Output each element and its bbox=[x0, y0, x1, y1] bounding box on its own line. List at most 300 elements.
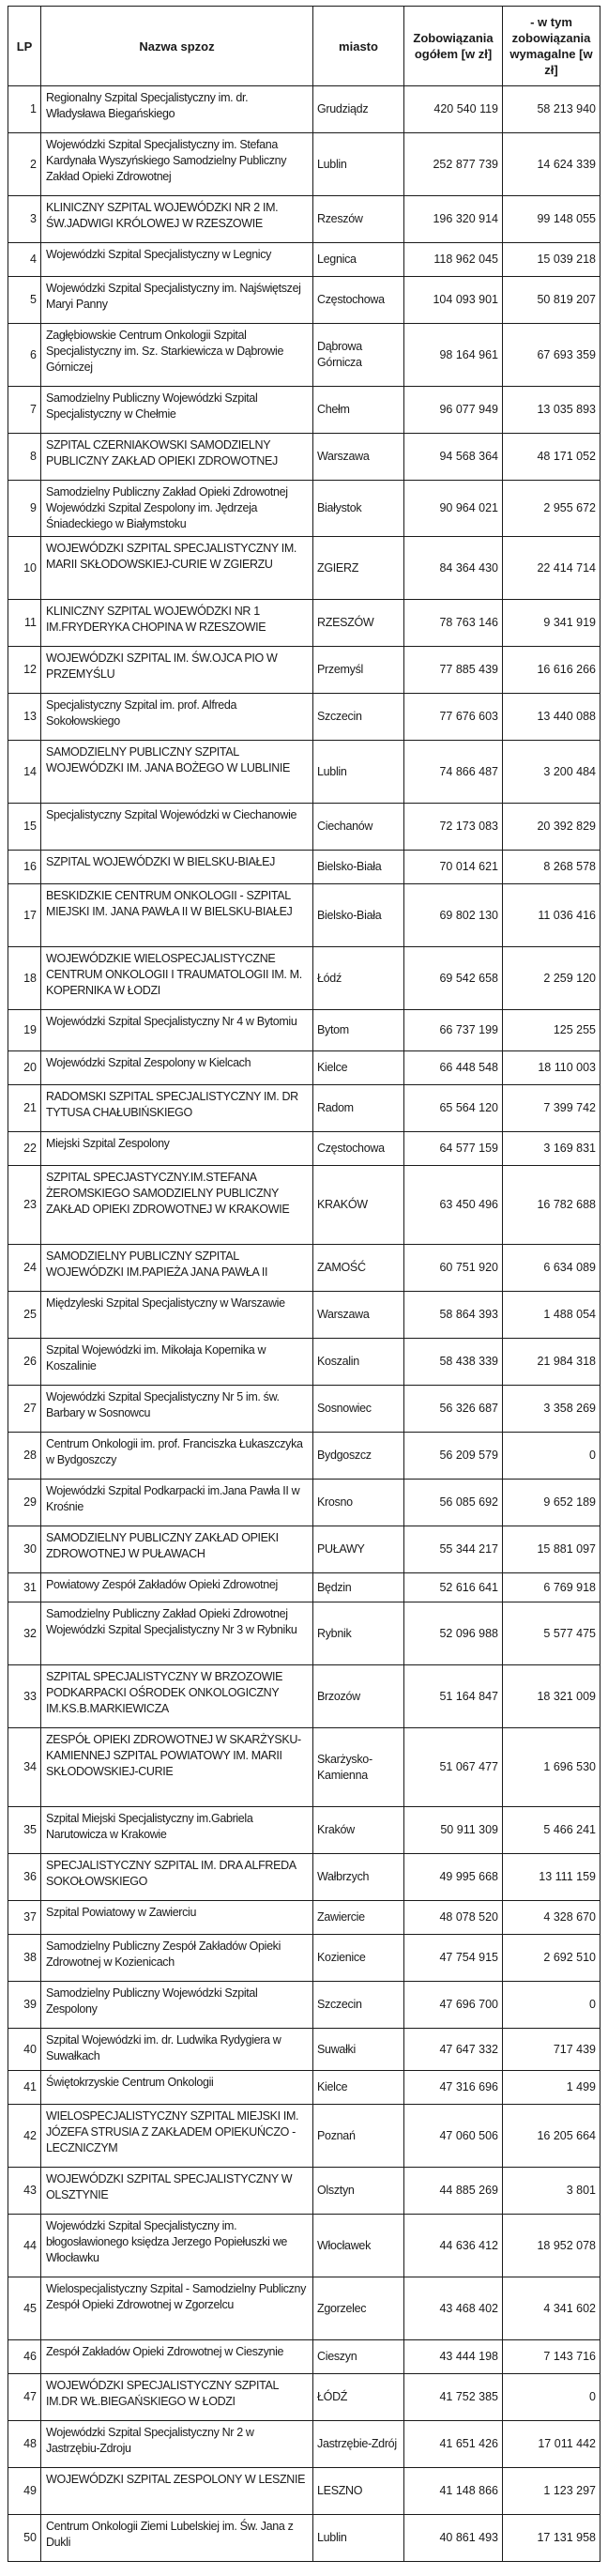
row-total-liabilities: 94 568 364 bbox=[404, 434, 503, 481]
row-hospital-name: Szpital Miejski Specjalistyczny im.Gabriela Narutowicza w Krakowie bbox=[41, 1807, 313, 1854]
row-city: Przemyśl bbox=[313, 647, 404, 694]
row-lp: 11 bbox=[8, 600, 41, 647]
row-city: Szczecin bbox=[313, 694, 404, 741]
row-city: Krosno bbox=[313, 1480, 404, 1526]
table-row bbox=[8, 2029, 600, 2071]
row-due-liabilities: 18 321 009 bbox=[503, 1665, 600, 1728]
row-due-liabilities: 9 341 919 bbox=[503, 600, 600, 647]
row-total-liabilities: 48 078 520 bbox=[404, 1901, 503, 1935]
row-due-liabilities: 8 268 578 bbox=[503, 851, 600, 884]
row-city: Częstochowa bbox=[313, 1132, 404, 1166]
row-due-liabilities: 67 693 359 bbox=[503, 324, 600, 387]
row-lp: 2 bbox=[8, 133, 41, 196]
row-city: Suwałki bbox=[313, 2029, 404, 2071]
row-due-liabilities: 3 200 484 bbox=[503, 741, 600, 804]
table-row bbox=[8, 1166, 600, 1245]
row-due-liabilities: 0 bbox=[503, 2374, 600, 2421]
row-lp: 20 bbox=[8, 1051, 41, 1085]
row-lp: 1 bbox=[8, 86, 41, 133]
row-total-liabilities: 56 085 692 bbox=[404, 1480, 503, 1526]
row-due-liabilities: 5 577 475 bbox=[503, 1602, 600, 1665]
row-total-liabilities: 64 577 159 bbox=[404, 1132, 503, 1166]
table-row bbox=[8, 1245, 600, 1292]
row-total-liabilities: 104 093 901 bbox=[404, 277, 503, 324]
table-row bbox=[8, 1728, 600, 1807]
table-row bbox=[8, 1051, 600, 1085]
row-lp: 5 bbox=[8, 277, 41, 324]
row-total-liabilities: 84 364 430 bbox=[404, 537, 503, 600]
row-lp: 45 bbox=[8, 2277, 41, 2340]
row-due-liabilities: 16 205 664 bbox=[503, 2105, 600, 2168]
row-city: Kraków bbox=[313, 1807, 404, 1854]
table-row bbox=[8, 387, 600, 434]
row-hospital-name: Szpital Wojewódzki im. Mikołaja Kopernika w Koszalinie bbox=[41, 1339, 313, 1386]
row-lp: 22 bbox=[8, 1132, 41, 1166]
row-city: Zgorzelec bbox=[313, 2277, 404, 2340]
row-hospital-name: Samodzielny Publiczny Zakład Opieki Zdrowotnej Wojewódzki Szpital Zespolony im. Jędrzeja Śniadeckiego w Białymstoku bbox=[41, 481, 313, 537]
row-hospital-name: SAMODZIELNY PUBLICZNY SZPITAL WOJEWÓDZKI IM. JANA BOŻEGO W LUBLINIE bbox=[41, 741, 313, 804]
row-total-liabilities: 43 444 198 bbox=[404, 2340, 503, 2374]
table-row bbox=[8, 1010, 600, 1051]
table-row bbox=[8, 2071, 600, 2105]
row-hospital-name: Szpital Powiatowy w Zawierciu bbox=[41, 1901, 313, 1935]
row-due-liabilities: 13 111 159 bbox=[503, 1854, 600, 1901]
row-hospital-name: Wojewódzki Szpital Specjalistyczny im. błogosławionego księdza Jerzego Popiełuszki we Włocławku bbox=[41, 2215, 313, 2277]
row-total-liabilities: 70 014 621 bbox=[404, 851, 503, 884]
table-row bbox=[8, 741, 600, 804]
table-row bbox=[8, 1132, 600, 1166]
row-total-liabilities: 47 060 506 bbox=[404, 2105, 503, 2168]
row-due-liabilities: 125 255 bbox=[503, 1010, 600, 1051]
row-lp: 3 bbox=[8, 196, 41, 243]
row-due-liabilities: 11 036 416 bbox=[503, 884, 600, 947]
row-total-liabilities: 43 468 402 bbox=[404, 2277, 503, 2340]
table-row bbox=[8, 1901, 600, 1935]
table-row bbox=[8, 1935, 600, 1982]
row-city: Wałbrzych bbox=[313, 1854, 404, 1901]
row-total-liabilities: 55 344 217 bbox=[404, 1526, 503, 1573]
row-due-liabilities: 3 801 bbox=[503, 2168, 600, 2215]
row-hospital-name: WOJEWÓDZKI SZPITAL SPECJALISTYCZNY W OLSZTYNIE bbox=[41, 2168, 313, 2215]
row-lp: 48 bbox=[8, 2421, 41, 2468]
row-total-liabilities: 63 450 496 bbox=[404, 1166, 503, 1245]
row-city: Koszalin bbox=[313, 1339, 404, 1386]
header-due-liabilities: - w tym zobowiązania wymagalne [w zł] bbox=[503, 7, 600, 86]
row-hospital-name: SAMODZIELNY PUBLICZNY ZAKŁAD OPIEKI ZDROWOTNEJ W PUŁAWACH bbox=[41, 1526, 313, 1573]
row-total-liabilities: 69 802 130 bbox=[404, 884, 503, 947]
row-city: Włocławek bbox=[313, 2215, 404, 2277]
row-due-liabilities: 99 148 055 bbox=[503, 196, 600, 243]
row-total-liabilities: 56 209 579 bbox=[404, 1433, 503, 1480]
row-total-liabilities: 44 636 412 bbox=[404, 2215, 503, 2277]
row-hospital-name: Wojewódzki Szpital Specjalistyczny im. Stefana Kardynała Wyszyńskiego Samodzielny Publiczny Zakład Opieki Zdrowotnej bbox=[41, 133, 313, 196]
row-due-liabilities: 21 984 318 bbox=[503, 1339, 600, 1386]
table-row bbox=[8, 2468, 600, 2515]
row-hospital-name: Wielospecjalistyczny Szpital - Samodzielny Publiczny Zespół Opieki Zdrowotnej w Zgorzelcu bbox=[41, 2277, 313, 2340]
row-total-liabilities: 41 752 385 bbox=[404, 2374, 503, 2421]
row-lp: 30 bbox=[8, 1526, 41, 1573]
row-lp: 19 bbox=[8, 1010, 41, 1051]
row-hospital-name: WOJEWÓDZKI SZPITAL ZESPOLONY W LESZNIE bbox=[41, 2468, 313, 2515]
row-lp: 29 bbox=[8, 1480, 41, 1526]
row-city: Dąbrowa Górnicza bbox=[313, 324, 404, 387]
row-due-liabilities: 3 358 269 bbox=[503, 1386, 600, 1433]
row-total-liabilities: 47 696 700 bbox=[404, 1982, 503, 2029]
row-lp: 50 bbox=[8, 2515, 41, 2562]
row-hospital-name: Międzyleski Szpital Specjalistyczny w Warszawie bbox=[41, 1292, 313, 1339]
row-due-liabilities: 6 634 089 bbox=[503, 1245, 600, 1292]
row-hospital-name: WOJEWÓDZKI SZPITAL SPECJALISTYCZNY IM. MARII SKŁODOWSKIEJ-CURIE W ZGIERZU bbox=[41, 537, 313, 600]
table-row bbox=[8, 1292, 600, 1339]
row-lp: 25 bbox=[8, 1292, 41, 1339]
row-total-liabilities: 69 542 658 bbox=[404, 947, 503, 1010]
row-city: Grudziądz bbox=[313, 86, 404, 133]
row-lp: 12 bbox=[8, 647, 41, 694]
row-city: RZESZÓW bbox=[313, 600, 404, 647]
row-hospital-name: KLINICZNY SZPITAL WOJEWÓDZKI NR 1 IM.FRYDERYKA CHOPINA W RZESZOWIE bbox=[41, 600, 313, 647]
row-city: LESZNO bbox=[313, 2468, 404, 2515]
row-hospital-name: Wojewódzki Szpital Specjalistyczny im. Najświętszej Maryi Panny bbox=[41, 277, 313, 324]
hospital-debt-table bbox=[8, 6, 600, 2562]
row-city: Radom bbox=[313, 1085, 404, 1132]
row-total-liabilities: 252 877 739 bbox=[404, 133, 503, 196]
row-city: PUŁAWY bbox=[313, 1526, 404, 1573]
row-due-liabilities: 1 499 bbox=[503, 2071, 600, 2105]
table-row bbox=[8, 600, 600, 647]
row-due-liabilities: 58 213 940 bbox=[503, 86, 600, 133]
row-due-liabilities: 18 110 003 bbox=[503, 1051, 600, 1085]
row-lp: 47 bbox=[8, 2374, 41, 2421]
row-hospital-name: SAMODZIELNY PUBLICZNY SZPITAL WOJEWÓDZKI IM.PAPIEŻA JANA PAWŁA II bbox=[41, 1245, 313, 1292]
row-city: Warszawa bbox=[313, 434, 404, 481]
row-lp: 32 bbox=[8, 1602, 41, 1665]
row-lp: 6 bbox=[8, 324, 41, 387]
row-total-liabilities: 50 911 309 bbox=[404, 1807, 503, 1854]
row-hospital-name: Miejski Szpital Zespolony bbox=[41, 1132, 313, 1166]
row-hospital-name: Samodzielny Publiczny Zakład Opieki Zdrowotnej Wojewódzki Szpital Specjalistyczny Nr 3 w Rybniku bbox=[41, 1602, 313, 1665]
row-lp: 28 bbox=[8, 1433, 41, 1480]
table-body bbox=[8, 86, 600, 2562]
row-due-liabilities: 20 392 829 bbox=[503, 804, 600, 851]
row-city: Rybnik bbox=[313, 1602, 404, 1665]
row-hospital-name: RADOMSKI SZPITAL SPECJALISTYCZNY IM. DR TYTUSA CHAŁUBIŃSKIEGO bbox=[41, 1085, 313, 1132]
table-row bbox=[8, 694, 600, 741]
row-city: Lublin bbox=[313, 133, 404, 196]
row-hospital-name: KLINICZNY SZPITAL WOJEWÓDZKI NR 2 IM. ŚW.JADWIGI KRÓLOWEJ W RZESZOWIE bbox=[41, 196, 313, 243]
row-lp: 26 bbox=[8, 1339, 41, 1386]
row-due-liabilities: 17 011 442 bbox=[503, 2421, 600, 2468]
row-city: KRAKÓW bbox=[313, 1166, 404, 1245]
row-total-liabilities: 96 077 949 bbox=[404, 387, 503, 434]
table-row bbox=[8, 243, 600, 277]
row-lp: 13 bbox=[8, 694, 41, 741]
table-row bbox=[8, 1386, 600, 1433]
table-row bbox=[8, 884, 600, 947]
row-lp: 39 bbox=[8, 1982, 41, 2029]
row-total-liabilities: 78 763 146 bbox=[404, 600, 503, 647]
row-lp: 34 bbox=[8, 1728, 41, 1807]
table-row bbox=[8, 86, 600, 133]
row-city: Bydgoszcz bbox=[313, 1433, 404, 1480]
row-hospital-name: Regionalny Szpital Specjalistyczny im. dr. Władysława Biegańskiego bbox=[41, 86, 313, 133]
row-total-liabilities: 118 962 045 bbox=[404, 243, 503, 277]
row-due-liabilities: 17 131 958 bbox=[503, 2515, 600, 2562]
header-name: Nazwa spzoz bbox=[41, 7, 313, 86]
row-total-liabilities: 41 651 426 bbox=[404, 2421, 503, 2468]
row-due-liabilities: 2 692 510 bbox=[503, 1935, 600, 1982]
row-lp: 24 bbox=[8, 1245, 41, 1292]
table-row bbox=[8, 537, 600, 600]
row-hospital-name: Zagłębiowskie Centrum Onkologii Szpital Specjalistyczny im. Sz. Starkiewicza w Dąbrowie Górniczej bbox=[41, 324, 313, 387]
row-total-liabilities: 44 885 269 bbox=[404, 2168, 503, 2215]
row-hospital-name: Szpital Wojewódzki im. dr. Ludwika Rydygiera w Suwałkach bbox=[41, 2029, 313, 2071]
row-lp: 21 bbox=[8, 1085, 41, 1132]
table-row bbox=[8, 1602, 600, 1665]
row-lp: 9 bbox=[8, 481, 41, 537]
table-row bbox=[8, 1339, 600, 1386]
table-row bbox=[8, 481, 600, 537]
table-row bbox=[8, 2421, 600, 2468]
table-row bbox=[8, 1573, 600, 1602]
table-row bbox=[8, 324, 600, 387]
table-row bbox=[8, 947, 600, 1010]
row-total-liabilities: 196 320 914 bbox=[404, 196, 503, 243]
row-city: Zawiercie bbox=[313, 1901, 404, 1935]
row-hospital-name: Wojewódzki Szpital Specjalistyczny Nr 4 w Bytomiu bbox=[41, 1010, 313, 1051]
table-row bbox=[8, 1982, 600, 2029]
row-total-liabilities: 66 737 199 bbox=[404, 1010, 503, 1051]
row-city: Kielce bbox=[313, 2071, 404, 2105]
row-hospital-name: Wojewódzki Szpital Specjalistyczny Nr 2 w Jastrzębiu-Zdroju bbox=[41, 2421, 313, 2468]
row-city: ZGIERZ bbox=[313, 537, 404, 600]
row-total-liabilities: 74 866 487 bbox=[404, 741, 503, 804]
row-hospital-name: WOJEWÓDZKI SZPITAL IM. ŚW.OJCA PIO W PRZEMYŚLU bbox=[41, 647, 313, 694]
row-hospital-name: Specjalistyczny Szpital im. prof. Alfreda Sokołowskiego bbox=[41, 694, 313, 741]
row-total-liabilities: 60 751 920 bbox=[404, 1245, 503, 1292]
row-total-liabilities: 41 148 866 bbox=[404, 2468, 503, 2515]
table-row bbox=[8, 434, 600, 481]
row-total-liabilities: 90 964 021 bbox=[404, 481, 503, 537]
row-total-liabilities: 47 647 332 bbox=[404, 2029, 503, 2071]
table-row bbox=[8, 277, 600, 324]
row-due-liabilities: 18 952 078 bbox=[503, 2215, 600, 2277]
row-hospital-name: Świętokrzyskie Centrum Onkologii bbox=[41, 2071, 313, 2105]
row-due-liabilities: 4 341 602 bbox=[503, 2277, 600, 2340]
row-lp: 8 bbox=[8, 434, 41, 481]
row-city: ZAMOŚĆ bbox=[313, 1245, 404, 1292]
row-city: Bytom bbox=[313, 1010, 404, 1051]
row-due-liabilities: 50 819 207 bbox=[503, 277, 600, 324]
row-city: Warszawa bbox=[313, 1292, 404, 1339]
row-city: Chełm bbox=[313, 387, 404, 434]
row-lp: 37 bbox=[8, 1901, 41, 1935]
row-lp: 33 bbox=[8, 1665, 41, 1728]
row-city: Poznań bbox=[313, 2105, 404, 2168]
row-hospital-name: Samodzielny Publiczny Wojewódzki Szpital Zespolony bbox=[41, 1982, 313, 2029]
row-lp: 15 bbox=[8, 804, 41, 851]
row-lp: 7 bbox=[8, 387, 41, 434]
row-hospital-name: SZPITAL SPECJASTYCZNY.IM.STEFANA ŻEROMSKIEGO SAMODZIELNY PUBLICZNY ZAKŁAD OPIEKI ZDROWOTNEJ W KRAKOWIE bbox=[41, 1166, 313, 1245]
row-lp: 49 bbox=[8, 2468, 41, 2515]
row-due-liabilities: 14 624 339 bbox=[503, 133, 600, 196]
table-row bbox=[8, 1526, 600, 1573]
row-hospital-name: Wojewódzki Szpital Specjalistyczny Nr 5 im. św. Barbary w Sosnowcu bbox=[41, 1386, 313, 1433]
row-total-liabilities: 52 616 641 bbox=[404, 1573, 503, 1602]
table-row bbox=[8, 1665, 600, 1728]
row-due-liabilities: 16 782 688 bbox=[503, 1166, 600, 1245]
row-city: Kielce bbox=[313, 1051, 404, 1085]
row-lp: 10 bbox=[8, 537, 41, 600]
header-lp: LP bbox=[8, 7, 41, 86]
row-city: Brzozów bbox=[313, 1665, 404, 1728]
row-due-liabilities: 1 696 530 bbox=[503, 1728, 600, 1807]
row-hospital-name: BESKIDZKIE CENTRUM ONKOLOGII - SZPITAL MIEJSKI IM. JANA PAWŁA II W BIELSKU-BIAŁEJ bbox=[41, 884, 313, 947]
table-row bbox=[8, 1433, 600, 1480]
row-due-liabilities: 48 171 052 bbox=[503, 434, 600, 481]
row-lp: 18 bbox=[8, 947, 41, 1010]
row-total-liabilities: 49 995 668 bbox=[404, 1854, 503, 1901]
table-row bbox=[8, 2374, 600, 2421]
row-hospital-name: Wojewódzki Szpital Specjalistyczny w Legnicy bbox=[41, 243, 313, 277]
row-city: Kozienice bbox=[313, 1935, 404, 1982]
row-city: Skarżysko-Kamienna bbox=[313, 1728, 404, 1807]
row-lp: 42 bbox=[8, 2105, 41, 2168]
row-total-liabilities: 51 164 847 bbox=[404, 1665, 503, 1728]
row-due-liabilities: 9 652 189 bbox=[503, 1480, 600, 1526]
row-lp: 23 bbox=[8, 1166, 41, 1245]
row-city: Białystok bbox=[313, 481, 404, 537]
row-due-liabilities: 2 955 672 bbox=[503, 481, 600, 537]
row-total-liabilities: 98 164 961 bbox=[404, 324, 503, 387]
row-due-liabilities: 22 414 714 bbox=[503, 537, 600, 600]
row-due-liabilities: 4 328 670 bbox=[503, 1901, 600, 1935]
row-due-liabilities: 5 466 241 bbox=[503, 1807, 600, 1854]
row-total-liabilities: 66 448 548 bbox=[404, 1051, 503, 1085]
row-city: Rzeszów bbox=[313, 196, 404, 243]
row-city: Cieszyn bbox=[313, 2340, 404, 2374]
row-hospital-name: Wojewódzki Szpital Zespolony w Kielcach bbox=[41, 1051, 313, 1085]
row-city: Bielsko-Biała bbox=[313, 884, 404, 947]
row-city: Bielsko-Biała bbox=[313, 851, 404, 884]
row-city: Szczecin bbox=[313, 1982, 404, 2029]
row-lp: 38 bbox=[8, 1935, 41, 1982]
row-total-liabilities: 58 438 339 bbox=[404, 1339, 503, 1386]
row-total-liabilities: 72 173 083 bbox=[404, 804, 503, 851]
row-total-liabilities: 52 096 988 bbox=[404, 1602, 503, 1665]
row-due-liabilities: 1 123 297 bbox=[503, 2468, 600, 2515]
row-total-liabilities: 58 864 393 bbox=[404, 1292, 503, 1339]
row-city: Jastrzębie-Zdrój bbox=[313, 2421, 404, 2468]
table-row bbox=[8, 2168, 600, 2215]
header-city: miasto bbox=[313, 7, 404, 86]
row-city: Sosnowiec bbox=[313, 1386, 404, 1433]
row-total-liabilities: 40 861 493 bbox=[404, 2515, 503, 2562]
row-total-liabilities: 56 326 687 bbox=[404, 1386, 503, 1433]
row-hospital-name: Specjalistyczny Szpital Wojewódzki w Ciechanowie bbox=[41, 804, 313, 851]
row-city: Lublin bbox=[313, 741, 404, 804]
row-total-liabilities: 51 067 477 bbox=[404, 1728, 503, 1807]
row-due-liabilities: 1 488 054 bbox=[503, 1292, 600, 1339]
header-row bbox=[8, 7, 600, 86]
table-row bbox=[8, 2277, 600, 2340]
row-hospital-name: Centrum Onkologii Ziemi Lubelskiej im. Św. Jana z Dukli bbox=[41, 2515, 313, 2562]
row-lp: 17 bbox=[8, 884, 41, 947]
row-due-liabilities: 13 440 088 bbox=[503, 694, 600, 741]
row-due-liabilities: 16 616 266 bbox=[503, 647, 600, 694]
row-lp: 16 bbox=[8, 851, 41, 884]
row-city: Ciechanów bbox=[313, 804, 404, 851]
row-hospital-name: Powiatowy Zespół Zakładów Opieki Zdrowotnej bbox=[41, 1573, 313, 1602]
table-row bbox=[8, 647, 600, 694]
row-hospital-name: SZPITAL WOJEWÓDZKI W BIELSKU-BIAŁEJ bbox=[41, 851, 313, 884]
row-due-liabilities: 3 169 831 bbox=[503, 1132, 600, 1166]
row-hospital-name: SPECJALISTYCZNY SZPITAL IM. DRA ALFREDA SOKOŁOWSKIEGO bbox=[41, 1854, 313, 1901]
row-lp: 43 bbox=[8, 2168, 41, 2215]
row-hospital-name: SZPITAL SPECJALISTYCZNY W BRZOZOWIE PODKARPACKI OŚRODEK ONKOLOGICZNY IM.KS.B.MARKIEWICZA bbox=[41, 1665, 313, 1728]
row-hospital-name: WIELOSPECJALISTYCZNY SZPITAL MIEJSKI IM. JÓZEFA STRUSIA Z ZAKŁADEM OPIEKUŃCZO - LECZNICZYM bbox=[41, 2105, 313, 2168]
row-due-liabilities: 7 143 716 bbox=[503, 2340, 600, 2374]
row-lp: 36 bbox=[8, 1854, 41, 1901]
row-due-liabilities: 15 881 097 bbox=[503, 1526, 600, 1573]
row-lp: 46 bbox=[8, 2340, 41, 2374]
row-total-liabilities: 420 540 119 bbox=[404, 86, 503, 133]
row-lp: 4 bbox=[8, 243, 41, 277]
table-row bbox=[8, 2340, 600, 2374]
row-total-liabilities: 77 676 603 bbox=[404, 694, 503, 741]
table-row bbox=[8, 1854, 600, 1901]
row-hospital-name: SZPITAL CZERNIAKOWSKI SAMODZIELNY PUBLICZNY ZAKŁAD OPIEKI ZDROWOTNEJ bbox=[41, 434, 313, 481]
row-lp: 27 bbox=[8, 1386, 41, 1433]
table-row bbox=[8, 2515, 600, 2562]
row-city: Łódź bbox=[313, 947, 404, 1010]
row-due-liabilities: 2 259 120 bbox=[503, 947, 600, 1010]
table-row bbox=[8, 1085, 600, 1132]
row-hospital-name: Samodzielny Publiczny Wojewódzki Szpital Specjalistyczny w Chełmie bbox=[41, 387, 313, 434]
row-city: Legnica bbox=[313, 243, 404, 277]
table-row bbox=[8, 2215, 600, 2277]
row-due-liabilities: 7 399 742 bbox=[503, 1085, 600, 1132]
row-city: Będzin bbox=[313, 1573, 404, 1602]
row-due-liabilities: 0 bbox=[503, 1433, 600, 1480]
table-row bbox=[8, 2105, 600, 2168]
row-total-liabilities: 47 316 696 bbox=[404, 2071, 503, 2105]
row-total-liabilities: 77 885 439 bbox=[404, 647, 503, 694]
table-row bbox=[8, 1807, 600, 1854]
row-due-liabilities: 0 bbox=[503, 1982, 600, 2029]
table-row bbox=[8, 196, 600, 243]
row-lp: 14 bbox=[8, 741, 41, 804]
row-hospital-name: Zespół Zakładów Opieki Zdrowotnej w Cieszynie bbox=[41, 2340, 313, 2374]
row-due-liabilities: 6 769 918 bbox=[503, 1573, 600, 1602]
header-total-liabilities: Zobowiązania ogółem [w zł] bbox=[404, 7, 503, 86]
row-hospital-name: WOJEWÓDZKIE WIELOSPECJALISTYCZNE CENTRUM ONKOLOGII I TRAUMATOLOGII IM. M. KOPERNIKA W ŁODZI bbox=[41, 947, 313, 1010]
row-hospital-name: ZESPÓŁ OPIEKI ZDROWOTNEJ W SKARŻYSKU-KAMIENNEJ SZPITAL POWIATOWY IM. MARII SKŁODOWSKIEJ-CURIE bbox=[41, 1728, 313, 1807]
row-total-liabilities: 65 564 120 bbox=[404, 1085, 503, 1132]
table-row bbox=[8, 1480, 600, 1526]
row-city: Częstochowa bbox=[313, 277, 404, 324]
row-lp: 41 bbox=[8, 2071, 41, 2105]
row-hospital-name: Samodzielny Publiczny Zespół Zakładów Opieki Zdrowotnej w Kozienicach bbox=[41, 1935, 313, 1982]
row-lp: 35 bbox=[8, 1807, 41, 1854]
row-city: Lublin bbox=[313, 2515, 404, 2562]
table-row bbox=[8, 804, 600, 851]
table-row bbox=[8, 851, 600, 884]
row-lp: 44 bbox=[8, 2215, 41, 2277]
table-row bbox=[8, 133, 600, 196]
row-due-liabilities: 13 035 893 bbox=[503, 387, 600, 434]
row-city: Olsztyn bbox=[313, 2168, 404, 2215]
row-total-liabilities: 47 754 915 bbox=[404, 1935, 503, 1982]
